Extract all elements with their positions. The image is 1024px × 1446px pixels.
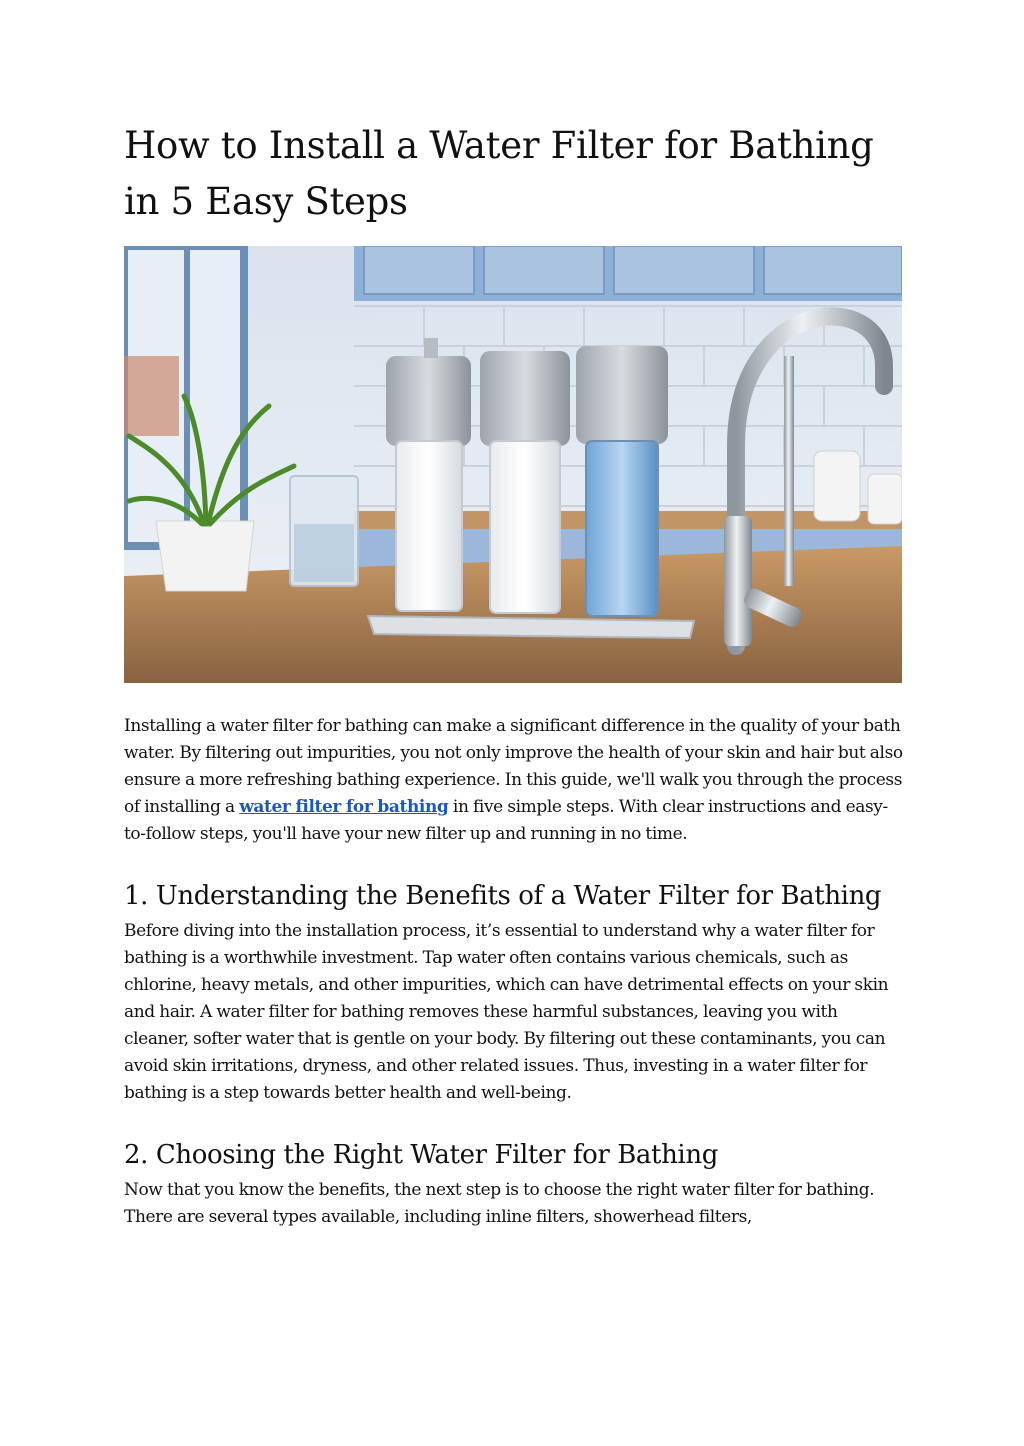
section-heading-2: 2. Choosing the Right Water Filter for Bathing xyxy=(124,1140,718,1170)
intro-text-after: in five simple steps. With clear instructions and easy-to-follow steps, you'll have your new filter up and running in no time. xyxy=(124,797,888,844)
section-body-1: Before diving into the installation process, it’s essential to understand why a water filter for bathing is a worthwhile investment. Tap water often contains various chemicals, such as chlorine, heavy metals, and other impurities, which can have detrimental effects on your skin and hair. A water filter for bathing removes these harmful substances, leaving you with cleaner, softer water that is gentle on your body. By filtering out these contaminants, you can avoid skin irritations, dryness, and other related issues. Thus, investing in a water filter for bathing is a step towards better health and well-being. xyxy=(124,921,889,1103)
water-filter-link[interactable]: water filter for bathing xyxy=(239,797,449,817)
intro-text-before: Installing a water filter for bathing can make a significant difference in the quality of your bath water. By filtering out impurities, you not only improve the health of your skin and hair but also ensure a more refreshing bathing experience. In this guide, we'll walk you through the process of installing a xyxy=(124,716,903,817)
page-title: How to Install a Water Filter for Bathing in 5 Easy Steps xyxy=(124,124,874,223)
section-heading-1: 1. Understanding the Benefits of a Water Filter for Bathing xyxy=(124,881,882,911)
section-body-2: Now that you know the benefits, the next step is to choose the right water filter for bathing. There are several types available, including inline filters, showerhead filters, xyxy=(124,1180,875,1227)
intro-paragraph xyxy=(124,713,904,848)
document-page xyxy=(124,118,904,1231)
hero-image xyxy=(124,246,902,683)
